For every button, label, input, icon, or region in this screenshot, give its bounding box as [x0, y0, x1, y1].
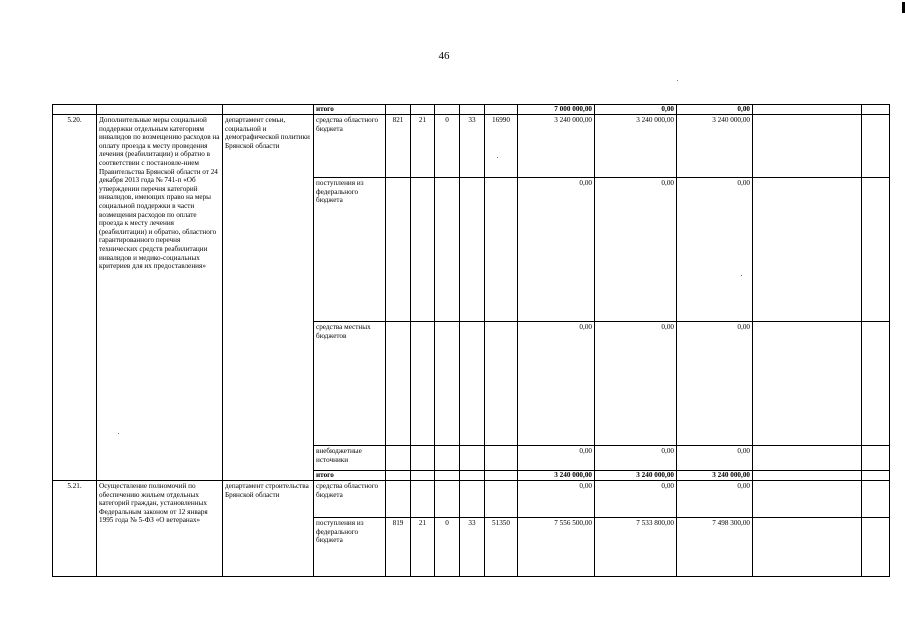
- amount-cell: 0,00: [595, 322, 677, 446]
- table-row: [53, 115, 890, 178]
- code-cell: [435, 178, 460, 322]
- amount-cell: 0,00: [677, 105, 753, 115]
- amount-cell: 0,00: [518, 481, 595, 518]
- code-cell: 0: [435, 115, 460, 178]
- code-cell: [485, 178, 518, 322]
- amount-cell: 7 556 500,00: [518, 518, 595, 577]
- code-cell: [386, 481, 411, 518]
- cell-empty: [862, 178, 890, 322]
- cell-empty: [460, 105, 485, 115]
- code-cell: [435, 322, 460, 446]
- cell-empty: [862, 471, 890, 481]
- funding-source: средства областного бюджета: [314, 115, 386, 178]
- amount-cell: 0,00: [595, 481, 677, 518]
- cell-empty: [753, 518, 862, 577]
- cell-empty: [862, 115, 890, 178]
- code-cell: 21: [411, 115, 435, 178]
- code-cell: [386, 322, 411, 446]
- cell-empty: [862, 446, 890, 471]
- code-cell: [386, 178, 411, 322]
- amount-cell: 3 240 000,00: [518, 471, 595, 481]
- cell-empty: [753, 178, 862, 322]
- code-cell: [485, 446, 518, 471]
- cell-empty: [386, 105, 411, 115]
- cell-empty: [753, 471, 862, 481]
- total-label: итого: [314, 471, 386, 481]
- code-cell: [485, 481, 518, 518]
- cell-empty: [862, 481, 890, 518]
- code-cell: [460, 446, 485, 471]
- amount-cell: 0,00: [518, 446, 595, 471]
- amount-cell: 7 000 000,00: [518, 105, 595, 115]
- cell-empty: [53, 105, 97, 115]
- code-cell: 819: [386, 518, 411, 577]
- funding-source: поступления из федерального бюджета: [314, 518, 386, 577]
- amount-cell: 0,00: [677, 178, 753, 322]
- code-cell: 16990: [485, 115, 518, 178]
- code-cell: 21: [411, 518, 435, 577]
- section-number: 5.21.: [53, 481, 97, 577]
- code-cell: 33: [460, 518, 485, 577]
- cell-empty: [753, 115, 862, 178]
- amount-cell: 0,00: [518, 178, 595, 322]
- code-cell: [435, 446, 460, 471]
- amount-cell: 7 533 800,00: [595, 518, 677, 577]
- cell-empty: [485, 471, 518, 481]
- code-cell: 51350: [485, 518, 518, 577]
- amount-cell: 0,00: [595, 178, 677, 322]
- section-executor: департамент семьи, социальной и демографической политики Брянской области: [223, 115, 314, 481]
- cell-empty: [411, 471, 435, 481]
- amount-cell: 3 240 000,00: [677, 115, 753, 178]
- code-cell: 821: [386, 115, 411, 178]
- cell-empty: [753, 481, 862, 518]
- code-cell: [460, 178, 485, 322]
- funding-source: средства местных бюджетов: [314, 322, 386, 446]
- funding-source: внебюджетные источники: [314, 446, 386, 471]
- amount-cell: 0,00: [518, 322, 595, 446]
- amount-cell: 3 240 000,00: [595, 115, 677, 178]
- cell-empty: [435, 105, 460, 115]
- amount-cell: 3 240 000,00: [518, 115, 595, 178]
- table-row-total: [53, 105, 890, 115]
- budget-table: [52, 104, 890, 577]
- section-executor: департамент строительства Брянской области: [223, 481, 314, 577]
- cell-empty: [460, 471, 485, 481]
- amount-cell: 0,00: [677, 322, 753, 446]
- cell-empty: [862, 322, 890, 446]
- cell-empty: [386, 471, 411, 481]
- code-cell: [386, 446, 411, 471]
- code-cell: [460, 481, 485, 518]
- code-cell: [435, 481, 460, 518]
- code-cell: [411, 481, 435, 518]
- amount-cell: 0,00: [595, 105, 677, 115]
- cell-empty: [485, 105, 518, 115]
- cell-empty: [753, 446, 862, 471]
- scan-speck: [677, 80, 678, 81]
- code-cell: [485, 322, 518, 446]
- amount-cell: 0,00: [677, 446, 753, 471]
- cell-empty: [223, 105, 314, 115]
- cell-empty: [435, 471, 460, 481]
- section-description: Осуществление полномочий по обеспечению жильем отдельных категорий граждан, установленных Федеральным законом от 12 января 1995 года № 5-ФЗ «О ветеранах»: [97, 481, 223, 577]
- code-cell: [411, 178, 435, 322]
- code-cell: 0: [435, 518, 460, 577]
- cell-empty: [753, 322, 862, 446]
- amount-cell: 3 240 000,00: [595, 471, 677, 481]
- code-cell: [460, 322, 485, 446]
- amount-cell: 0,00: [677, 481, 753, 518]
- cell-empty: [411, 105, 435, 115]
- funding-source: поступления из федерального бюджета: [314, 178, 386, 322]
- table-row: [53, 481, 890, 518]
- amount-cell: 0,00: [595, 446, 677, 471]
- cell-empty: [862, 105, 890, 115]
- code-cell: 33: [460, 115, 485, 178]
- amount-cell: 7 498 300,00: [677, 518, 753, 577]
- code-cell: [411, 322, 435, 446]
- cell-empty: [753, 105, 862, 115]
- amount-cell: 3 240 000,00: [677, 471, 753, 481]
- total-label: итого: [314, 105, 386, 115]
- cell-empty: [97, 105, 223, 115]
- section-number: 5.20.: [53, 115, 97, 481]
- funding-source: средства областного бюджета: [314, 481, 386, 518]
- page-number: 46: [438, 50, 450, 62]
- cell-empty: [862, 518, 890, 577]
- section-description: Дополнительные меры социальной поддержки отдельным категориям инвалидов по возмещению расходов на оплату проезда к месту проведения лечения (реабилитации) и обратно в соответствии с постановле-нием Правительства Брянской области от 24 декабря 2013 года № 741-п «Об утверждении перечня категорий инвалидов, имеющих право на меры социальной поддержки в части возмещения расходов по оплате проезда к месту лечения (реабилитации) и обратно, областного гарантированного перечня технических средств реабилитации инвалидов и медико-социальных критериев для их предоставления»: [97, 115, 223, 481]
- code-cell: [411, 446, 435, 471]
